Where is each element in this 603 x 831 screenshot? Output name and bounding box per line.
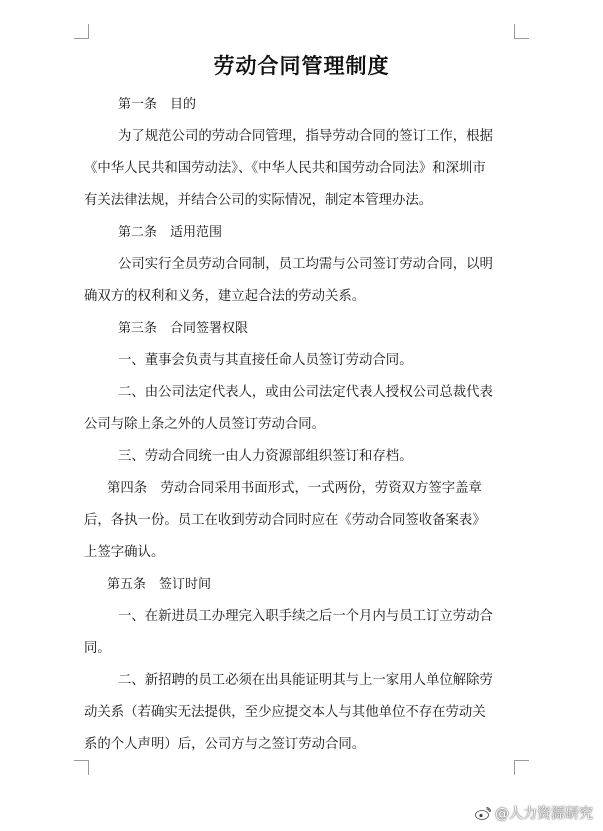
paragraph-line: 二、新招聘的员工必须在出具能证明其与上一家用人单位解除劳 bbox=[118, 673, 493, 688]
paragraph-line: 确双方的权利和义务，建立起合法的劳动关系。 bbox=[84, 289, 366, 304]
paragraph-line: 公司实行全员劳动合同制，员工均需与公司签订劳动合同，以明 bbox=[118, 257, 493, 272]
crop-mark-top-right bbox=[514, 24, 529, 39]
weibo-icon bbox=[475, 807, 491, 820]
crop-mark-top-left bbox=[74, 24, 89, 39]
paragraph-line: 有关法律法规，并结合公司的实际情况，制定本管理办法。 bbox=[84, 193, 433, 208]
article-3-heading: 第三条 合同签署权限 bbox=[118, 321, 249, 336]
paragraph-line: 上签字确认。 bbox=[84, 545, 165, 560]
paragraph-line: 后，各执一份。员工在收到劳动合同时应在《劳动合同签收备案表》 bbox=[84, 513, 486, 528]
crop-mark-bottom-right bbox=[514, 760, 529, 775]
watermark-text: @人力资源研究 bbox=[495, 806, 593, 822]
paragraph-line: 《中华人民共和国劳动法》、《中华人民共和国劳动合同法》和深圳市 bbox=[84, 161, 486, 176]
paragraph-line: 公司与除上条之外的人员签订劳动合同。 bbox=[84, 417, 326, 432]
article-4-line: 第四条 劳动合同采用书面形式，一式两份，劳资双方签字盖章 bbox=[107, 481, 482, 496]
article-1-heading: 第一条 目的 bbox=[118, 97, 197, 112]
paragraph-line: 动关系（若确实无法提供，至少应提交本人与其他单位不存在劳动关 bbox=[84, 705, 486, 720]
document-title: 劳动合同管理制度 bbox=[213, 54, 390, 78]
watermark bbox=[475, 803, 593, 823]
paragraph-line: 三、劳动合同统一由人力资源部组织签订和存档。 bbox=[118, 449, 413, 464]
article-5-heading: 第五条 签订时间 bbox=[107, 577, 212, 592]
paragraph-line: 为了规范公司的劳动合同管理，指导劳动合同的签订工作，根据 bbox=[118, 129, 493, 144]
paragraph-line: 二、由公司法定代表人，或由公司法定代表人授权公司总裁代表 bbox=[118, 385, 493, 400]
crop-mark-bottom-left bbox=[74, 760, 89, 775]
article-2-heading: 第二条 适用范围 bbox=[118, 225, 223, 240]
paragraph-line: 一、在新进员工办理完入职手续之后一个月内与员工订立劳动合 bbox=[118, 609, 493, 624]
paragraph-line: 同。 bbox=[84, 641, 111, 656]
paragraph-line: 一、董事会负责与其直接任命人员签订劳动合同。 bbox=[118, 353, 413, 368]
paragraph-line: 系的个人声明）后，公司方与之签订劳动合同。 bbox=[84, 737, 366, 752]
